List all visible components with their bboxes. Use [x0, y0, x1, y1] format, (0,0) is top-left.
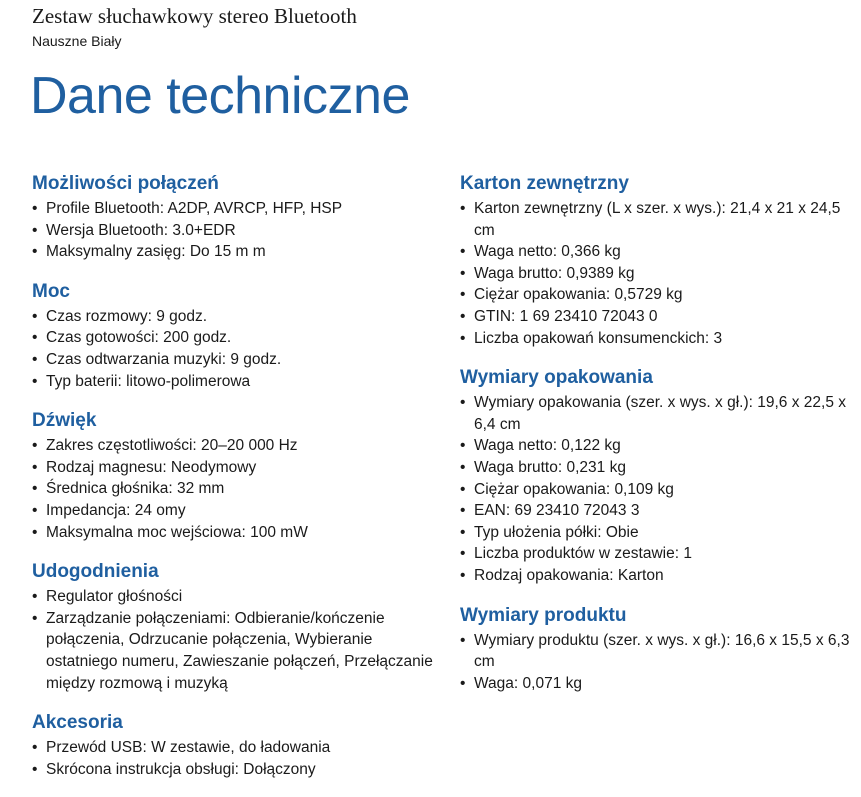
- section-features: [32, 560, 442, 694]
- spec-list: [460, 630, 850, 695]
- section-title: Wymiary opakowania: [460, 367, 653, 389]
- section-title: Udogodnienia: [32, 561, 159, 583]
- product-title: Zestaw słuchawkowy stereo Bluetooth: [32, 4, 357, 28]
- spec-item: • Wymiary opakowania (szer. x wys. x gł.): 19,6 x 22,5 x 6,4 cm: [460, 392, 850, 435]
- spec-list: [32, 198, 442, 263]
- spec-item: • Ciężar opakowania: 0,5729 kg: [460, 284, 850, 306]
- spec-item: • Waga netto: 0,122 kg: [460, 435, 850, 457]
- spec-item: • Zakres częstotliwości: 20–20 000 Hz: [32, 435, 442, 457]
- section-outer-carton: [460, 172, 850, 349]
- spec-item: • Średnica głośnika: 32 mm: [32, 478, 442, 500]
- spec-item: • Waga brutto: 0,9389 kg: [460, 263, 850, 285]
- product-subtitle: Nauszne Biały: [32, 33, 122, 49]
- spec-item: • Typ baterii: litowo-polimerowa: [32, 371, 442, 393]
- spec-item: • Czas rozmowy: 9 godz.: [32, 306, 442, 328]
- spec-item: • Wersja Bluetooth: 3.0+EDR: [32, 220, 442, 242]
- left-column: [32, 172, 442, 797]
- spec-list: [32, 586, 442, 694]
- spec-item: • Waga: 0,071 kg: [460, 673, 850, 695]
- spec-item: • Czas gotowości: 200 godz.: [32, 327, 442, 349]
- spec-item: • Typ ułożenia półki: Obie: [460, 522, 850, 544]
- spec-list: [32, 435, 442, 543]
- spec-item: • Maksymalna moc wejściowa: 100 mW: [32, 522, 442, 544]
- spec-item: • Zarządzanie połączeniami: Odbieranie/kończenie połączenia, Odrzucanie połączenia, Wybieranie ostatniego numeru, Zawieszanie połączeń, Przełączanie między rozmową i muzyką: [32, 608, 442, 694]
- section-sound: [32, 409, 442, 543]
- section-packaging-dimensions: [460, 366, 850, 586]
- spec-item: • Liczba produktów w zestawie: 1: [460, 543, 850, 565]
- spec-item: • Waga netto: 0,366 kg: [460, 241, 850, 263]
- spec-item: • Karton zewnętrzny (L x szer. x wys.): 21,4 x 21 x 24,5 cm: [460, 198, 850, 241]
- section-power: [32, 280, 442, 392]
- section-title: Moc: [32, 280, 70, 302]
- section-product-dimensions: [460, 604, 850, 695]
- section-title: Dźwięk: [32, 410, 97, 432]
- spec-item: • Impedancja: 24 omy: [32, 500, 442, 522]
- section-title: Akcesoria: [32, 712, 123, 734]
- spec-item: • Skrócona instrukcja obsługi: Dołączony: [32, 759, 442, 781]
- spec-item: • Liczba opakowań konsumenckich: 3: [460, 328, 850, 350]
- spec-item: • Rodzaj opakowania: Karton: [460, 565, 850, 587]
- spec-item: • Przewód USB: W zestawie, do ładowania: [32, 737, 442, 759]
- spec-item: • GTIN: 1 69 23410 72043 0: [460, 306, 850, 328]
- spec-item: • Ciężar opakowania: 0,109 kg: [460, 479, 850, 501]
- spec-list: [460, 198, 850, 349]
- spec-item: • EAN: 69 23410 72043 3: [460, 500, 850, 522]
- spec-item: • Rodzaj magnesu: Neodymowy: [32, 457, 442, 479]
- section-title: Możliwości połączeń: [32, 173, 219, 194]
- page-heading: Dane techniczne: [30, 67, 410, 125]
- spec-item: • Wymiary produktu (szer. x wys. x gł.): 16,6 x 15,5 x 6,3 cm: [460, 630, 850, 673]
- spec-item: • Czas odtwarzania muzyki: 9 godz.: [32, 349, 442, 371]
- section-accessories: [32, 711, 442, 780]
- spec-item: • Maksymalny zasięg: Do 15 m m: [32, 241, 442, 263]
- spec-item: • Waga brutto: 0,231 kg: [460, 457, 850, 479]
- section-title: Karton zewnętrzny: [460, 173, 629, 194]
- spec-item: • Profile Bluetooth: A2DP, AVRCP, HFP, HSP: [32, 198, 442, 220]
- spec-list: [32, 306, 442, 392]
- section-connectivity: [32, 172, 442, 263]
- right-column: [460, 172, 850, 711]
- spec-list: [460, 392, 850, 586]
- spec-list: [32, 737, 442, 780]
- spec-item: • Regulator głośności: [32, 586, 442, 608]
- section-title: Wymiary produktu: [460, 604, 627, 626]
